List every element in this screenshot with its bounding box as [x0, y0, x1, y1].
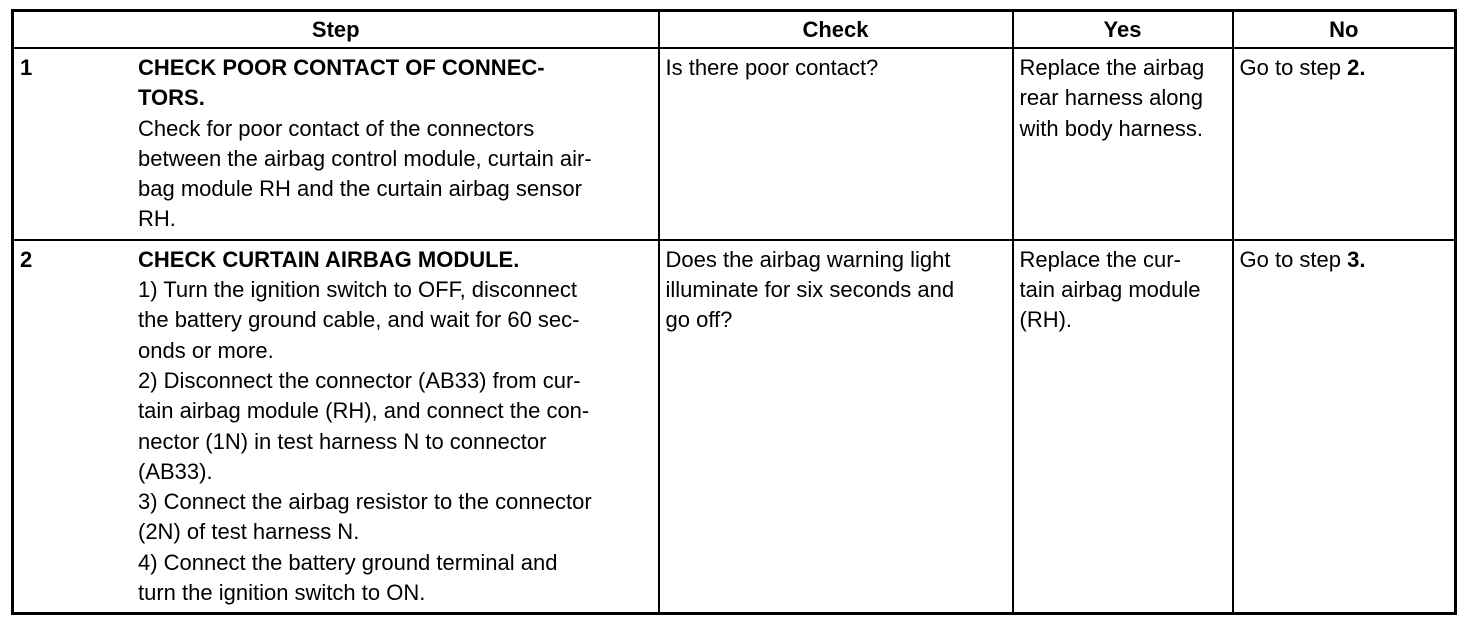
step-title: CHECK CURTAIN AIRBAG MODULE.: [138, 246, 520, 272]
diagnostic-table: [11, 9, 1457, 615]
check-cell: [659, 240, 1013, 614]
step-instruction: Check for poor contact of the connectors between the airbag control module, curtain air- bag module RH and the curtain airbag sensor RH.: [138, 115, 592, 232]
yes-text: Replace the cur- tain airbag module (RH).: [1019, 246, 1201, 333]
table-row: [13, 48, 1456, 240]
step-number: 2: [20, 246, 33, 272]
yes-cell: [1013, 240, 1233, 614]
step-cell: [13, 240, 659, 614]
header-step: Step: [13, 11, 659, 49]
no-step-number: 2: [1347, 55, 1360, 80]
no-text: [1234, 241, 1455, 279]
no-prefix: Go to step: [1239, 55, 1348, 80]
table-row: [13, 240, 1456, 614]
step-instruction: 4) Connect the battery ground terminal and turn the ignition switch to ON.: [138, 549, 558, 606]
step-instruction: 2) Disconnect the connector (AB33) from cur- tain airbag module (RH), and connect the con- nector (1N) in test harness N to connector (AB33).: [138, 367, 590, 484]
step-cell: [13, 48, 659, 240]
no-step-number: 3: [1347, 246, 1360, 272]
header-yes: Yes: [1013, 11, 1233, 49]
check-cell: [659, 48, 1013, 240]
no-suffix: .: [1359, 55, 1366, 80]
no-prefix: Go to step: [1239, 246, 1348, 272]
header-check: Check: [659, 11, 1013, 49]
no-suffix: .: [1359, 246, 1366, 272]
yes-text: Replace the airbag rear harness along with body harness.: [1019, 55, 1205, 141]
header-no: No: [1233, 11, 1456, 49]
no-cell: [1233, 240, 1456, 614]
step-instruction: 1) Turn the ignition switch to OFF, disconnect the battery ground cable, and wait for 60 sec- onds or more.: [138, 277, 580, 363]
check-text: Is there poor contact?: [665, 55, 879, 80]
header-row: [13, 11, 1456, 49]
step-instruction: 3) Connect the airbag resistor to the connector (2N) of test harness N.: [138, 489, 592, 545]
no-text: [1234, 49, 1455, 87]
check-text: Does the airbag warning light illuminate for six seconds and go off?: [665, 246, 955, 333]
no-cell: [1233, 48, 1456, 240]
step-number: 1: [20, 55, 33, 80]
yes-cell: [1013, 48, 1233, 240]
step-title: CHECK POOR CONTACT OF CONNEC- TORS.: [138, 55, 545, 111]
